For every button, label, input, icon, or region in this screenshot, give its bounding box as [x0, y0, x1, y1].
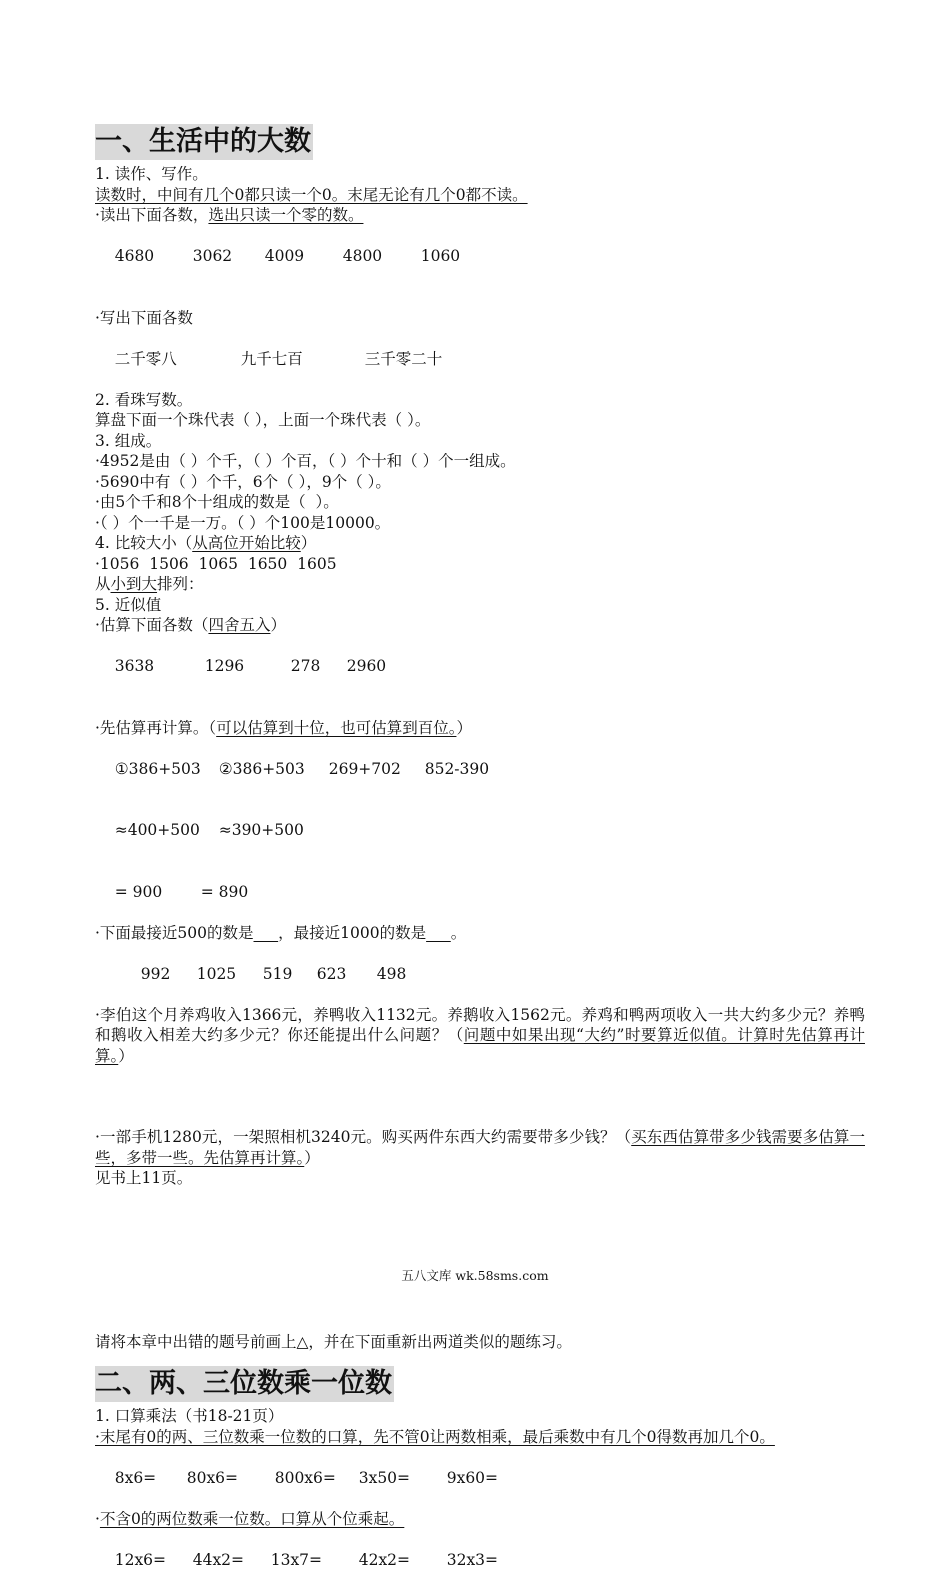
closest-question: ·下面最接近500的数是 ，最接近1000的数是 。 — [95, 923, 467, 942]
order-instruction: 从小到大排列： — [95, 575, 204, 593]
closest-options: 992 1025 519 623 498 — [140, 964, 407, 983]
item-1-title: 1. 读作、写作。 — [95, 165, 208, 183]
section-1-heading-row — [95, 124, 865, 164]
instruction-write: ·写出下面各数 — [95, 308, 193, 327]
mult-row-2: 12x6= 44x2= 13x7= 42x2= 32x3= — [114, 1550, 499, 1569]
result-row: = 900 = 890 — [114, 882, 249, 901]
approx-row: ≈400+500 ≈390+500 — [114, 821, 304, 839]
compare-numbers: ·1056 1506 1065 1650 1605 — [95, 554, 337, 573]
estimate-instruction: ·估算下面各数（四舍五入） — [95, 616, 286, 634]
mult-row-1: 8x6= 80x6= 800x6= 3x50= 9x60= — [114, 1468, 499, 1487]
item-4-title: 4. 比较大小（从高位开始比较） — [95, 534, 317, 552]
numbers-to-estimate: 3638 1296 278 2960 — [114, 657, 387, 675]
rule-reading-zeros: 读数时，中间有几个0都只读一个0。末尾无论有几个0都不读。 — [95, 185, 528, 204]
composition-q1: ·4952是由（ ）个千，（ ）个百，（ ）个十和（ ）个一组成。 — [95, 452, 516, 470]
composition-q4: ·（ ）个一千是一万。（ ）个100是10000。 — [95, 513, 391, 532]
section-1-title: 一、生活中的大数 — [95, 124, 313, 160]
oral-mult-title: 1. 口算乘法（书18-21页） — [95, 1407, 284, 1425]
item-2-title: 2. 看珠写数。 — [95, 390, 193, 409]
item-5-title: 5. 近似值 — [95, 595, 162, 614]
footer-watermark: 五八文库 wk.58sms.com — [401, 1268, 549, 1283]
abacus-question: 算盘下面一个珠代表（ ），上面一个珠代表（ ）。 — [95, 411, 431, 429]
word-problem-phone: ·一部手机1280元，一架照相机3240元。购买两件东西大约需要带多少钱？（买东西估算带多少钱需要多估算一些，多带一些。先估算再计算。） — [95, 1128, 865, 1167]
composition-q3: ·由5个千和8个十组成的数是（ ）。 — [95, 493, 339, 511]
see-book-note: 见书上11页。 — [95, 1169, 193, 1187]
document-page — [95, 124, 865, 1591]
item-3-title: 3. 组成。 — [95, 431, 162, 450]
numbers-to-read: 4680 3062 4009 4800 1060 — [114, 247, 461, 265]
section-2-title: 二、两、三位数乘一位数 — [95, 1366, 394, 1402]
estimate-then-calc: ·先估算再计算。（可以估算到十位，也可估算到百位。） — [95, 718, 472, 737]
zero-mult-rule: ·末尾有0的两、三位数乘一位数的口算，先不管0让两数相乘，最后乘数中有几个0得数再加几个0。 — [95, 1427, 775, 1446]
composition-q2: ·5690中有（ ）个千，6个（ ），9个（ ）。 — [95, 472, 391, 491]
section-2-heading-row — [95, 1366, 865, 1406]
instruction-read: ·读出下面各数，选出只读一个零的数。 — [95, 206, 364, 224]
word-problem-farm: ·李伯这个月养鸡收入1366元，养鸭收入1132元。养鹅收入1562元。养鸡和鸭两项收入一共大约多少元？养鸭和鹅收入相差大约多少元？你还能提出什么问题？（问题中如果出现“大约”时要算近似值。计算时先估算再计算。） — [95, 1005, 865, 1065]
no-zero-mult-rule: ·不含0的两位数乘一位数。口算从个位乘起。 — [95, 1509, 405, 1528]
words-to-write: 二千零八 九千七百 三千零二十 — [114, 349, 443, 368]
error-review-instruction: 请将本章中出错的题号前画上△，并在下面重新出两道类似的题练习。 — [95, 1332, 572, 1351]
calc-row: ①386+503 ②386+503 269+702 852-390 — [114, 759, 490, 778]
